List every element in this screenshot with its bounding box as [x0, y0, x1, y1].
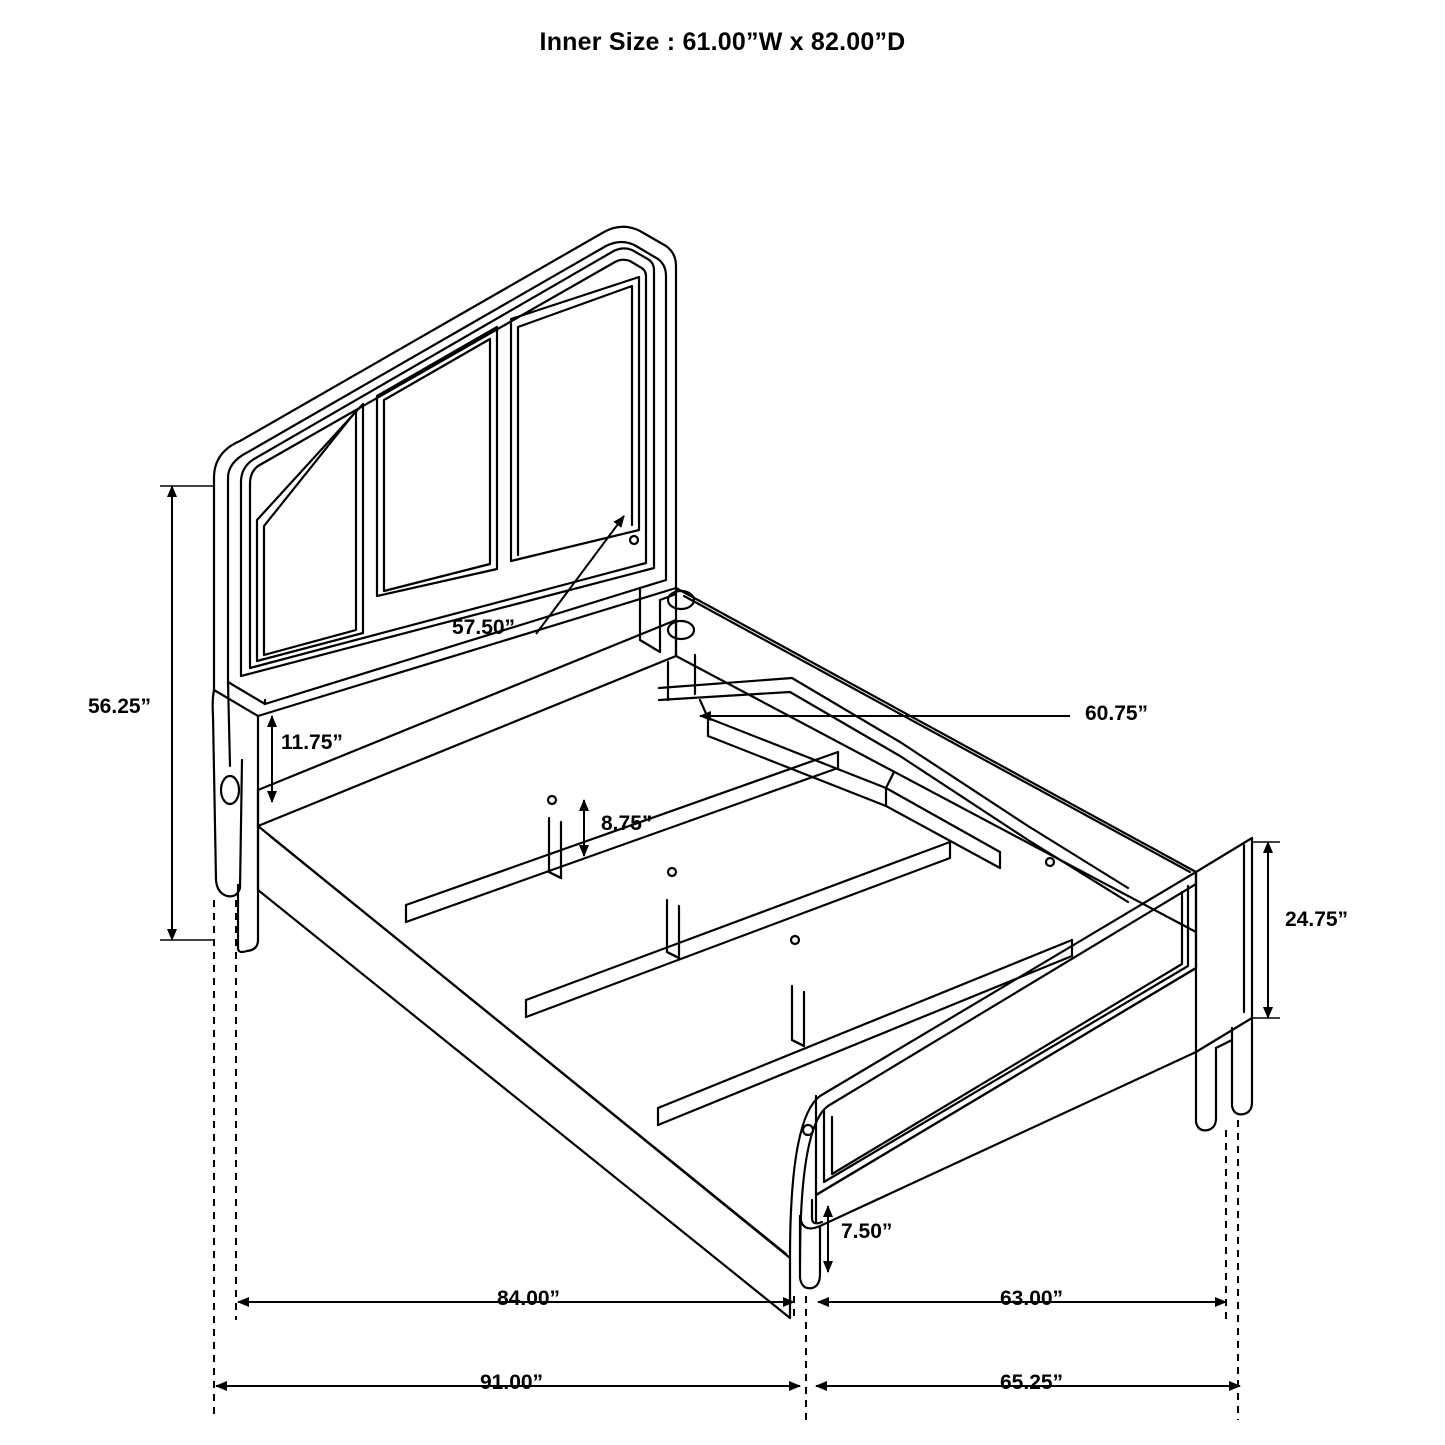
dimension-label-headboard-panel-to-rail: 11.75”: [281, 731, 343, 754]
dimension-label-inner-rail-width: 60.75”: [1085, 702, 1149, 725]
dimension-label-slat-leg-height: 8.75”: [601, 812, 653, 835]
dimension-label-footboard-clearance: 7.50”: [841, 1220, 893, 1243]
dimension-lines: [160, 486, 1280, 1420]
dimension-label-overall-depth: 65.25”: [1000, 1371, 1064, 1394]
dimension-label-overall-length: 91.00”: [480, 1371, 544, 1394]
dimension-label-footboard-height: 24.75”: [1285, 908, 1349, 931]
dimension-label-headboard-width: 57.50”: [452, 616, 516, 639]
page-title: Inner Size : 61.00”W x 82.00”D: [539, 28, 906, 56]
bed-line-art: [213, 227, 1252, 1318]
dimension-label-inner-length: 84.00”: [497, 1287, 561, 1310]
dimension-label-overall-headboard-height: 56.25”: [88, 695, 152, 718]
dimension-label-footboard-depth: 63.00”: [1000, 1287, 1064, 1310]
